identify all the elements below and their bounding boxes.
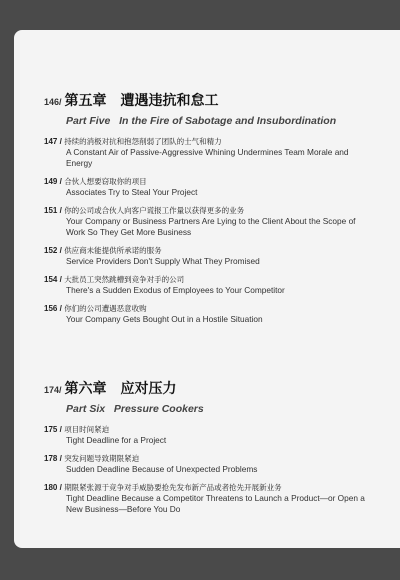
toc-entry (44, 304, 374, 325)
part-page-number: 146/ (44, 97, 62, 107)
entry-title-en: Sudden Deadline Because of Unexpected Problems (66, 464, 258, 474)
entry-title-zh: 大批员工突然跳槽到竞争对手的公司 (64, 275, 185, 284)
part-title-zh: 第五章 遭遇违抗和怠工 (64, 93, 219, 109)
entry-title-zh: 期限紧张源于竞争对手威胁要抢先发布新产品或者抢先开展新业务 (64, 483, 282, 492)
entry-title-en: Associates Try to Steal Your Project (66, 187, 198, 197)
toc-entry (44, 483, 374, 515)
part-title-en: Part Six Pressure Cookers (66, 403, 204, 415)
part-six-section (44, 378, 374, 523)
entry-title-zh: 你的公司或合伙人向客户谎报工作量以获得更多的业务 (64, 206, 245, 215)
part-five-heading (44, 90, 374, 110)
part-five-section (44, 90, 374, 333)
entry-title-zh: 你们的公司遭遇恶意收购 (64, 304, 147, 313)
part-six-heading (44, 378, 374, 398)
entry-title-en: Your Company or Business Partners Are Lying to the Client About the Scope of Work So They Get More Business (66, 216, 356, 237)
entry-page-number: 149 / (44, 177, 62, 186)
part-title-zh: 第六章 应对压力 (64, 381, 177, 397)
toc-entry (44, 246, 374, 267)
entry-page-number: 147 / (44, 137, 62, 146)
entry-title-en: Your Company Gets Bought Out in a Hostile Situation (66, 314, 263, 324)
part-title-en: Part Five In the Fire of Sabotage and Insubordination (66, 115, 337, 127)
toc-entry (44, 137, 374, 169)
entry-page-number: 152 / (44, 246, 62, 255)
entry-title-zh: 供应商未能提供所承诺的服务 (64, 246, 162, 255)
entry-page-number: 178 / (44, 454, 62, 463)
toc-entry (44, 454, 374, 475)
entry-page-number: 156 / (44, 304, 62, 313)
book-page (14, 30, 400, 548)
entry-title-en: Service Providers Don't Supply What They Promised (66, 256, 260, 266)
toc-entry (44, 425, 374, 446)
entry-page-number: 151 / (44, 206, 62, 215)
entry-title-zh: 突发问题导致期限紧迫 (64, 454, 140, 463)
entry-page-number: 175 / (44, 425, 62, 434)
toc-entry (44, 206, 374, 238)
toc-entry (44, 177, 374, 198)
toc-entry (44, 275, 374, 296)
entry-title-en: Tight Deadline Because a Competitor Threatens to Launch a Product—or Open a New Business—Before You Do (66, 493, 365, 514)
entry-title-zh: 项目时间紧迫 (64, 425, 110, 434)
entry-title-en: Tight Deadline for a Project (66, 435, 167, 445)
entry-title-en: There's a Sudden Exodus of Employees to Your Competitor (66, 285, 285, 295)
entry-page-number: 154 / (44, 275, 62, 284)
entry-title-zh: 持续的消极对抗和抱怨削弱了团队的士气和精力 (64, 137, 222, 146)
entry-title-zh: 合伙人想要窃取你的项目 (64, 177, 147, 186)
entry-title-en: A Constant Air of Passive-Aggressive Whining Undermines Team Morale and Energy (66, 147, 349, 168)
entry-page-number: 180 / (44, 483, 62, 492)
part-page-number: 174/ (44, 385, 62, 395)
